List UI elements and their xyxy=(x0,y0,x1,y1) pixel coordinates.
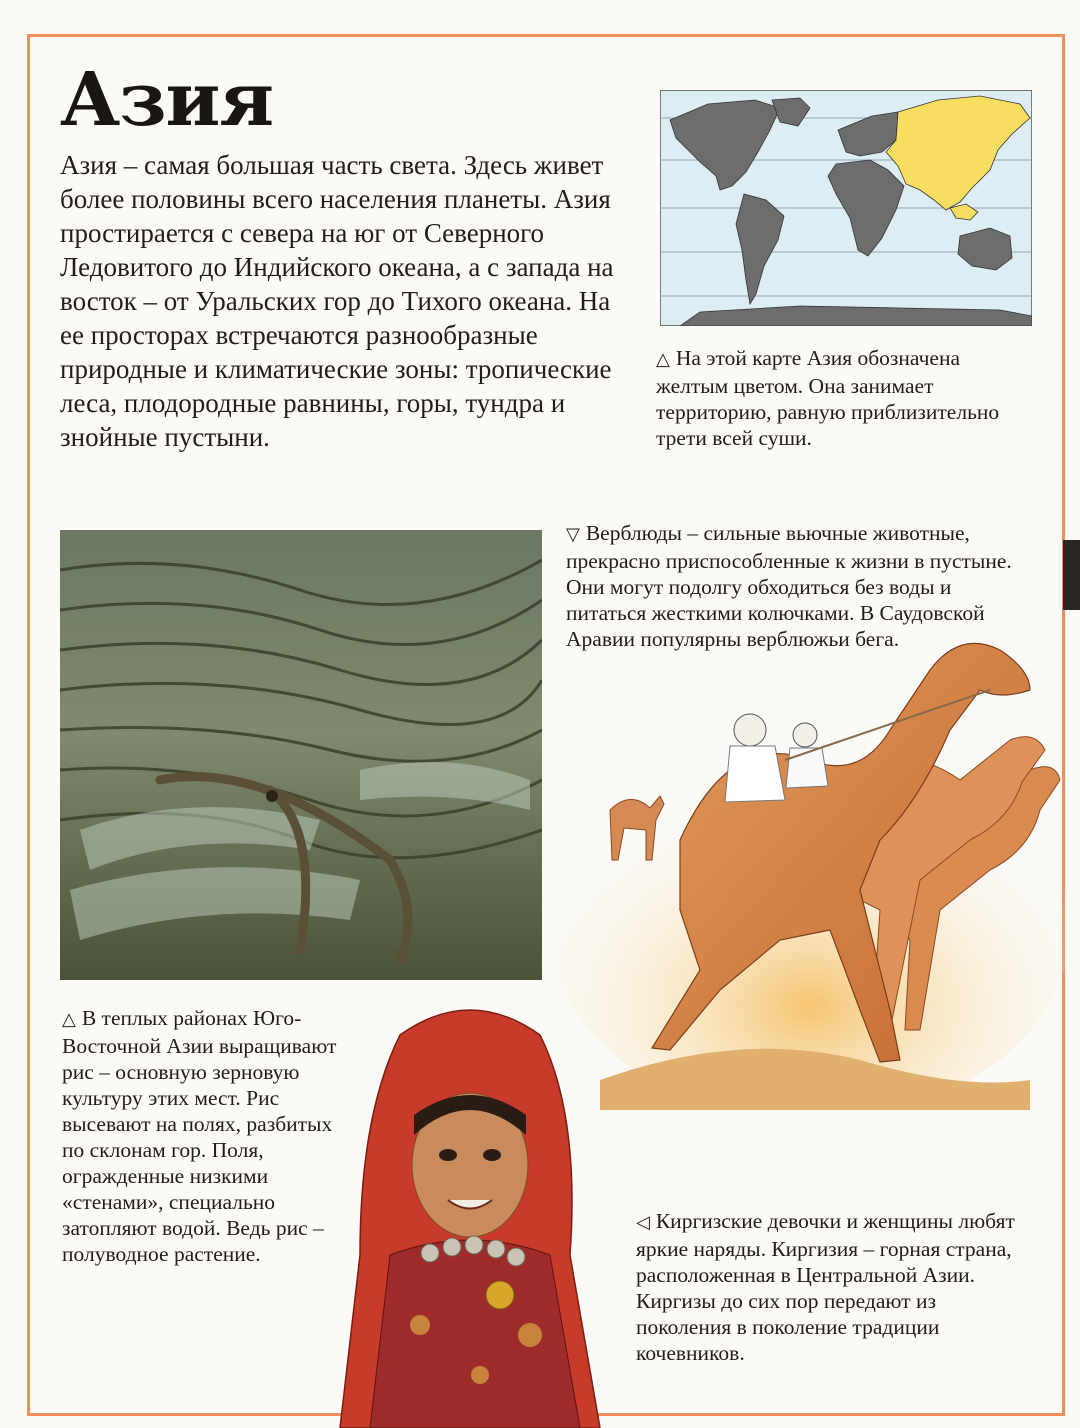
kyrgyz-girl-portrait xyxy=(330,995,620,1428)
camel-race-illustration xyxy=(560,610,1080,1110)
world-map xyxy=(660,90,1032,326)
girl-caption-text: Киргизские девочки и женщины любят яркие наряды. Киргизия – горная страна, расположенная в Центральной Азии. Киргизы до сих пор передают из поколения в поколение традиции кочевников. xyxy=(636,1209,1015,1365)
intro-paragraph: Азия – самая большая часть света. Здесь живет более половины всего населения планеты. Азия простирается с севера на юг от Северного Ледовитого до Индийского океана, а с запада на восток – от Уральских гор до Тихого океана. На ее просторах встречаются разнообразные природные и климатические зоны: тропические леса, плодородные равнины, горы, тундра и знойные пустыни. xyxy=(60,150,614,452)
up-triangle-icon: △ xyxy=(656,349,670,370)
girl-caption xyxy=(636,1208,1036,1366)
camels-caption-text: Верблюды – сильные вьючные животные, прекрасно приспособленные к жизни в пустыне. Они могут подолгу обходиться без воды и питаться жесткими колючками. В Саудовской Аравии популярны верблюжьи бега. xyxy=(566,521,1012,651)
down-triangle-icon: ▽ xyxy=(566,524,580,545)
farmer-figure xyxy=(266,790,278,802)
girl-eye-left xyxy=(439,1149,457,1161)
girl-eye-right xyxy=(483,1149,501,1161)
rice-terraces-photo xyxy=(60,530,542,980)
embroidered-dress xyxy=(370,1240,580,1428)
page-edge-strip xyxy=(1063,540,1080,610)
page-title: Азия xyxy=(60,57,274,143)
rice-caption xyxy=(62,1005,352,1267)
up-triangle-icon: △ xyxy=(62,1009,76,1030)
map-caption-text: На этой карте Азия обозначена желтым цветом. Она занимает территорию, равную приблизительно трети всей суши. xyxy=(656,346,1000,450)
rice-caption-text: В теплых районах Юго-Восточной Азии выращивают рис – основную зерновую культуру этих мест. Рис высевают на полях, разбитых по склонам гор. Поля, огражденные низкими «стенами», специально затопляют водой. Ведь рис – полуводное растение. xyxy=(62,1006,337,1266)
map-caption xyxy=(656,345,1026,451)
left-triangle-icon: ◁ xyxy=(636,1212,650,1233)
